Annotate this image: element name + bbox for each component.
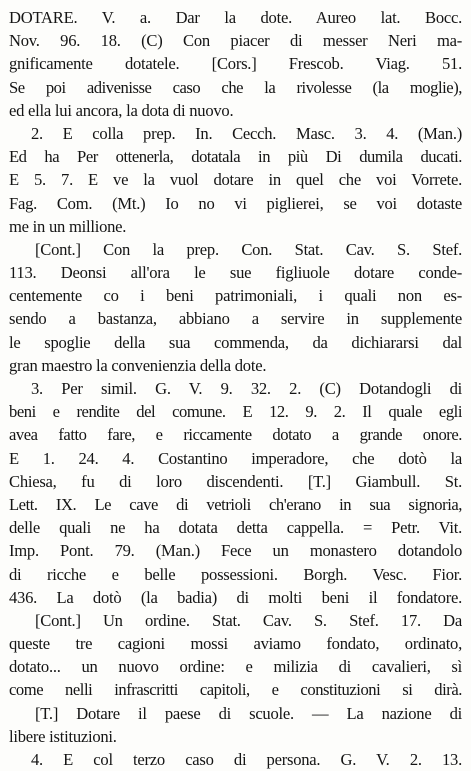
entry-line: Fag. Com. (Mt.) Io no vi piglierei, se voi dotaste [9,193,462,213]
entry-line: queste tre cagioni mossi aviamo fondato, ordinato, [9,634,462,654]
sense-4-line: 4. E col terzo caso di persona. G. V. 2. 13. [31,750,462,769]
entry-line: gran maestro la convenienzia della dote. [9,355,267,375]
entry-line: centemente co i beni patrimoniali, i quali non es- [9,286,462,306]
entry-line: me in un millione. [9,216,127,236]
cont-line: [Cont.] Con la prep. Con. Stat. Cav. S. Stef. [35,239,462,259]
cont-line: [T.] Dotare il paese di scuole. — La nazione di [35,703,462,723]
entry-line: Se poi adivenisse caso che la rivolesse (la moglie), [9,77,462,97]
cont-line: [Cont.] Un ordine. Stat. Cav. S. Stef. 17. Da [35,610,462,630]
entry-line: 436. La dotò (la badia) di molti beni il fondatore. [9,587,462,607]
sense-2-line: 2. E colla prep. In. Cecch. Masc. 3. 4. (Man.) [31,123,462,143]
entry-line: delle quali ne ha dotata detta cappella. = Petr. Vit. [9,518,462,538]
entry-line: come nelli infrascritti capitoli, e constituzioni si dirà. [9,680,462,700]
entry-line: 113. Deonsi all'ora le sue figliuole dotare conde- [9,263,462,283]
entry-line: ed ella lui ancora, la dota di nuovo. [9,100,234,120]
entry-line: Lett. IX. Le cave di vetrioli ch'erano in sua signoria, [9,494,462,514]
entry-line: beni e rendite del comune. E 12. 9. 2. Il quale egli [9,402,462,422]
entry-line: sendo a bastanza, abbiano a servire in supplemente [9,309,462,329]
entry-line: E 1. 24. 4. Costantino imperadore, che dotò la [9,448,462,468]
entry-line: Imp. Pont. 79. (Man.) Fece un monastero dotandolo [9,541,462,561]
entry-line: Ed ha Per ottenerla, dotatala in più Di dumila ducati. [9,147,462,167]
entry-line: E 5. 7. E ve la vuol dotare in quel che voi Vorrete. [9,170,462,190]
entry-line: libere istituzioni. [9,726,117,746]
entry-line: di ricche e belle possessioni. Borgh. Vesc. Fior. [9,564,462,584]
entry-line: avea fatto fare, e riccamente dotato a grande onore. [9,425,462,445]
entry-line: dotato... un nuovo ordine: e milizia di cavalieri, sì [9,657,462,677]
entry-line: DOTARE. V. a. Dar la dote. Aureo lat. Bocc. [9,8,462,27]
sense-3-line: 3. Per simil. G. V. 9. 32. 2. (C) Dotandogli di [31,379,462,398]
entry-line: le spoglie della sua commenda, da dichiararsi dal [9,332,462,352]
entry-line: Nov. 96. 18. (C) Con piacer di messer Neri ma- [9,31,462,51]
entry-line: Chiesa, fu di loro discendenti. [T.] Giambull. St. [9,471,462,491]
entry-line: gnificamente dotatele. [Cors.] Frescob. Viag. 51. [9,54,462,74]
